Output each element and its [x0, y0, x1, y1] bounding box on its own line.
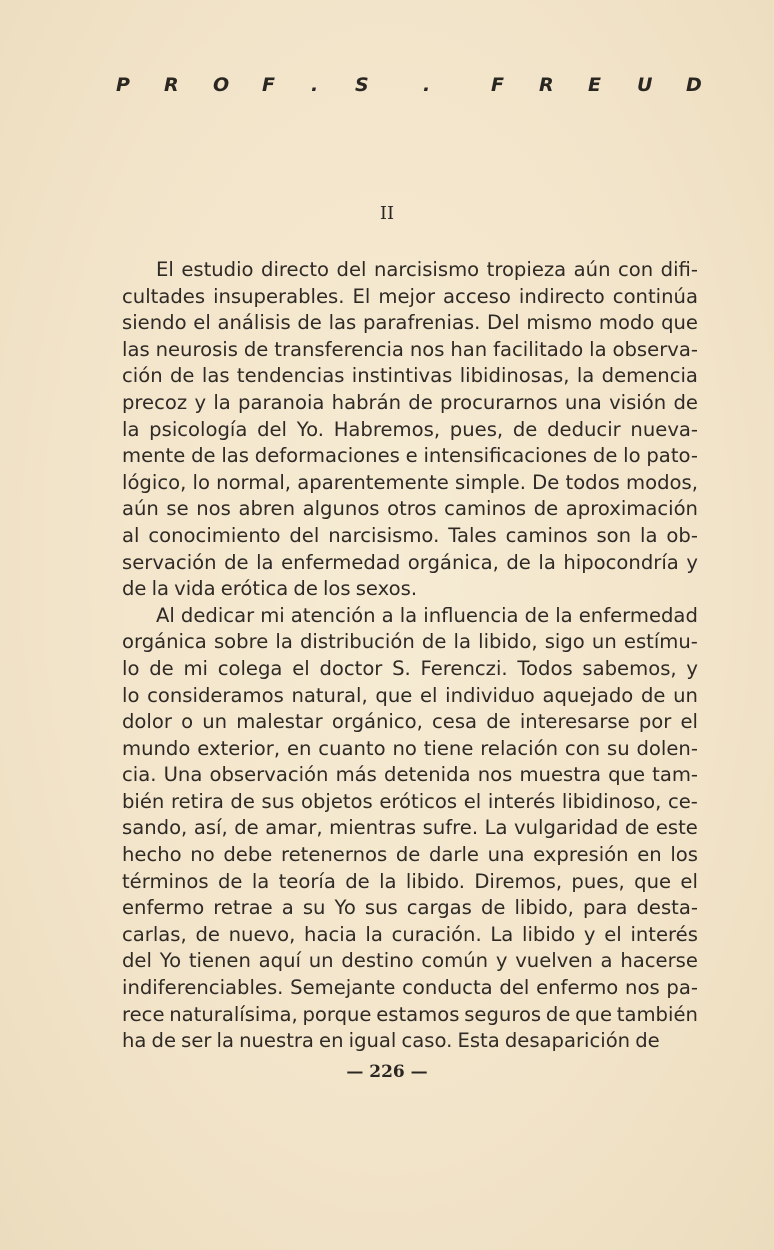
running-head-letter: F	[262, 74, 275, 96]
text-line: del Yo tienen aquí un destino común y vuelven a hacerse	[122, 949, 698, 973]
running-head-letter: .	[423, 74, 431, 96]
running-head-letter: R	[539, 74, 554, 96]
text-line: indiferenciables. Semejante conducta del enfermo nos pa-	[122, 976, 698, 1000]
running-head-letter: S	[355, 74, 369, 96]
text-line: cia. Una observación más detenida nos muestra que tam-	[122, 763, 698, 787]
text-line: orgánica sobre la distribución de la libido, sigo un estímu-	[122, 630, 698, 654]
text-line: servación de la enfermedad orgánica, de la hipocondría y	[122, 550, 698, 574]
text-line: rece naturalísima, porque estamos seguros de que también	[122, 1002, 698, 1026]
text-line: lógico, lo normal, aparentemente simple. De todos modos,	[122, 470, 698, 494]
text-line: lo consideramos natural, que el individuo aquejado de un	[122, 683, 698, 707]
text-line: de la vida erótica de los sexos.	[122, 577, 418, 601]
text-line: Al dedicar mi atención a la influencia de la enfermedad	[156, 603, 698, 627]
text-line: bién retira de sus objetos eróticos el interés libidinoso, ce-	[122, 789, 698, 813]
text-line: lo de mi colega el doctor S. Ferenczi. Todos sabemos, y	[122, 656, 698, 680]
body-text	[122, 257, 698, 1055]
text-line: términos de la teoría de la libido. Diremos, pues, que el	[122, 869, 698, 893]
text-line: ha de ser la nuestra en igual caso. Esta desaparición de	[122, 1029, 660, 1053]
running-head-letter: D	[686, 74, 702, 96]
text-line: mente de las deformaciones e intensificaciones de lo pato-	[122, 444, 698, 468]
running-head-letter: U	[637, 74, 653, 96]
text-line: la psicología del Yo. Habremos, pues, de deducir nueva-	[122, 417, 698, 441]
running-head-letter: R	[164, 74, 179, 96]
text-line: siendo el análisis de las parafrenias. Del mismo modo que	[122, 311, 698, 335]
text-line: ción de las tendencias instintivas libidinosas, la demencia	[122, 364, 698, 388]
running-head-letter: F	[491, 74, 504, 96]
text-line: hecho no debe retenernos de darle una expresión en los	[122, 843, 698, 867]
text-line: las neurosis de transferencia nos han facilitado la observa-	[122, 337, 698, 361]
running-head-letter: O	[213, 74, 230, 96]
running-head-letter: E	[588, 74, 601, 96]
running-head-letter: P	[116, 74, 130, 96]
text-line: al conocimiento del narcisismo. Tales caminos son la ob-	[122, 523, 698, 547]
text-line: enfermo retrae a su Yo sus cargas de libido, para desta-	[122, 896, 698, 920]
page-number: — 226 —	[346, 1062, 428, 1082]
text-line: aún se nos abren algunos otros caminos de aproximación	[122, 497, 698, 521]
running-head	[116, 74, 702, 104]
text-line: dolor o un malestar orgánico, cesa de interesarse por el	[122, 710, 698, 734]
running-head-letter: .	[311, 74, 319, 96]
paragraph	[122, 603, 698, 1055]
text-line: sando, así, de amar, mientras sufre. La vulgaridad de este	[122, 816, 698, 840]
paragraph	[122, 257, 698, 603]
text-line: El estudio directo del narcisismo tropieza aún con difi-	[156, 258, 698, 281]
text-line: carlas, de nuevo, hacia la curación. La libido y el interés	[122, 922, 698, 946]
chapter-number: II	[379, 203, 395, 224]
text-line: mundo exterior, en cuanto no tiene relación con su dolen-	[122, 736, 698, 760]
text-line: cultades insuperables. El mejor acceso indirecto continúa	[122, 284, 698, 308]
text-line: precoz y la paranoia habrán de procurarnos una visión de	[122, 390, 698, 414]
